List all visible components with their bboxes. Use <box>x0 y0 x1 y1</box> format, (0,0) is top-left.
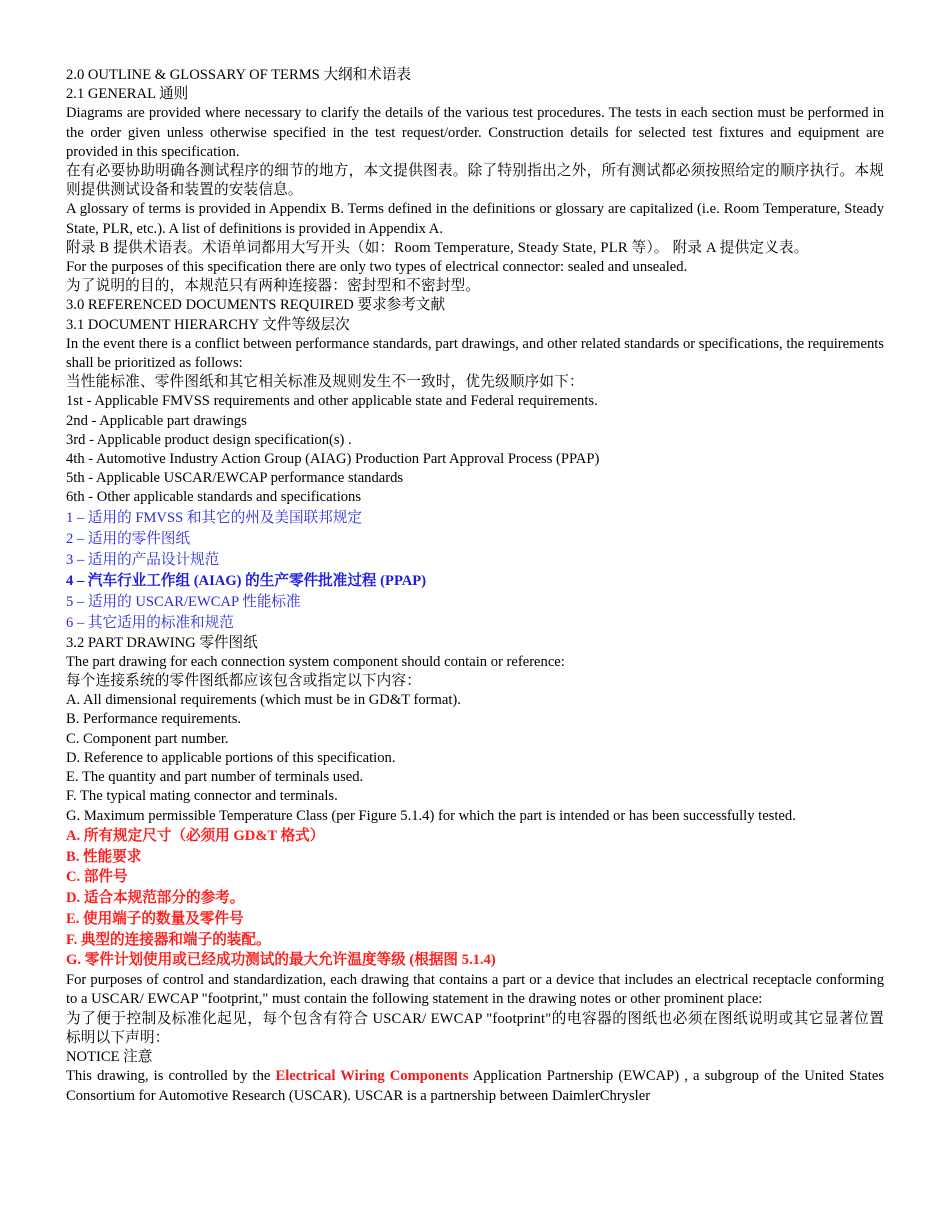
list-item: 6 – 其它适用的标准和规范 <box>66 614 234 631</box>
heading-3-2: 3.2 PART DRAWING 零件图纸 <box>66 634 258 651</box>
footprint-paragraph-en: For purposes of control and standardization, each drawing that contains a part or a device that includes an electrical receptacle conforming to a USCAR/ EWCAP "footprint," must contain the following statement in the drawing notes or other prominent place: <box>66 972 884 1008</box>
ewc-highlight: Electrical Wiring Components <box>275 1068 469 1085</box>
list-item: E. 使用端子的数量及零件号 <box>66 910 244 927</box>
connector-types-paragraph-cn: 为了说明的目的，本规范只有两种连接器：密封型和不密封型。 <box>66 278 481 295</box>
list-item: 2 – 适用的零件图纸 <box>66 530 191 547</box>
part-drawing-intro-cn: 每个连接系统的零件图纸都应该包含或指定以下内容： <box>66 673 422 690</box>
hierarchy-intro-en: In the event there is a conflict between performance standards, part drawings, and other related standards or specifications, the requirements shall be prioritized as follows: <box>66 335 884 372</box>
heading-2-1: 2.1 GENERAL 通则 <box>66 86 189 103</box>
list-item: 3rd - Applicable product design specification(s) . <box>66 431 352 448</box>
list-item: 4th - Automotive Industry Action Group (AIAG) Production Part Approval Process (PPAP) <box>66 451 600 468</box>
list-item: C. Component part number. <box>66 730 229 747</box>
list-item: 5 – 适用的 USCAR/EWCAP 性能标准 <box>66 593 301 610</box>
list-item: 1st - Applicable FMVSS requirements and other applicable state and Federal requirements. <box>66 393 598 410</box>
hierarchy-list-cn <box>66 508 884 634</box>
hierarchy-intro-cn: 当性能标准、零件图纸和其它相关标准及规则发生不一致时，优先级顺序如下： <box>66 374 584 391</box>
notice-text-end: Application Partnership (EWCAP) , a subgroup of the United States Consortium for Automotive Research (USCAR). USCAR is a partnership between DaimlerChrysler <box>66 1068 884 1104</box>
list-item: 2nd - Applicable part drawings <box>66 412 247 429</box>
list-item: 3 – 适用的产品设计规范 <box>66 551 220 568</box>
glossary-paragraph-cn: 附录 B 提供术语表。术语单词都用大写开头（如：Room Temperature, Steady State, PLR 等）。 附录 A 提供定义表。 <box>66 239 809 256</box>
list-item: E. The quantity and part number of terminals used. <box>66 769 364 786</box>
heading-2-0: 2.0 OUTLINE & GLOSSARY OF TERMS 大纲和术语表 <box>66 67 412 83</box>
list-item: 1 – 适用的 FMVSS 和其它的州及美国联邦规定 <box>66 509 362 526</box>
document-page <box>66 66 884 1106</box>
general-paragraph-cn: 在有必要协助明确各测试程序的细节的地方，本文提供图表。除了特别指出之外，所有测试都必须按照给定的顺序执行。本规则提供测试设备和装置的安装信息。 <box>66 163 884 199</box>
notice-heading: NOTICE 注意 <box>66 1049 153 1066</box>
list-item: A. 所有规定尺寸（必须用 GD&T 格式） <box>66 827 325 844</box>
drawing-items-cn <box>66 826 884 972</box>
list-item: 6th - Other applicable standards and specifications <box>66 489 362 506</box>
heading-3-0: 3.0 REFERENCED DOCUMENTS REQUIRED 要求参考文献 <box>66 297 446 314</box>
list-item: G. Maximum permissible Temperature Class (per Figure 5.1.4) for which the part is intended or has been successfully tested. <box>66 807 796 824</box>
list-item: G. 零件计划使用或已经成功测试的最大允许温度等级 (根据图 5.1.4) <box>66 952 496 969</box>
glossary-paragraph-en: A glossary of terms is provided in Appendix B. Terms defined in the definitions or glossary are capitalized (i.e. Room Temperature, Steady State, PLR, etc.). A list of definitions is provided in Appendix A. <box>66 201 884 237</box>
drawing-items-en <box>66 691 884 825</box>
general-paragraph-en: Diagrams are provided where necessary to clarify the details of the various test procedures. The tests in each section must be performed in the order given unless otherwise specified in the test request/order. Construction details for selected test fixtures and equipment are provided in this specification. <box>66 105 884 160</box>
heading-3-1: 3.1 DOCUMENT HIERARCHY 文件等级层次 <box>66 316 350 333</box>
list-item: C. 部件号 <box>66 869 128 886</box>
list-item: 5th - Applicable USCAR/EWCAP performance standards <box>66 470 404 487</box>
list-item: B. Performance requirements. <box>66 711 242 728</box>
list-item: F. The typical mating connector and terminals. <box>66 788 338 805</box>
list-item: F. 典型的连接器和端子的装配。 <box>66 931 271 948</box>
footprint-paragraph-cn: 为了便于控制及标准化起见，每个包含有符合 USCAR/ EWCAP "footprint"的电容器的图纸也必须在图纸说明或其它显著位置标明以下声明： <box>66 1010 884 1046</box>
list-item: B. 性能要求 <box>66 848 142 865</box>
hierarchy-list-en <box>66 392 884 507</box>
list-item: D. 适合本规范部分的参考。 <box>66 890 245 907</box>
list-item: A. All dimensional requirements (which must be in GD&T format). <box>66 692 461 709</box>
list-item: D. Reference to applicable portions of this specification. <box>66 749 396 766</box>
notice-text-start: This drawing, is controlled by the <box>66 1068 276 1085</box>
list-item: 4 – 汽车行业工作组 (AIAG) 的生产零件批准过程 (PPAP) <box>66 572 427 589</box>
connector-types-paragraph-en: For the purposes of this specification there are only two types of electrical connector: sealed and unsealed. <box>66 259 688 276</box>
part-drawing-intro-en: The part drawing for each connection system component should contain or reference: <box>66 653 565 670</box>
notice-paragraph <box>66 1067 884 1105</box>
